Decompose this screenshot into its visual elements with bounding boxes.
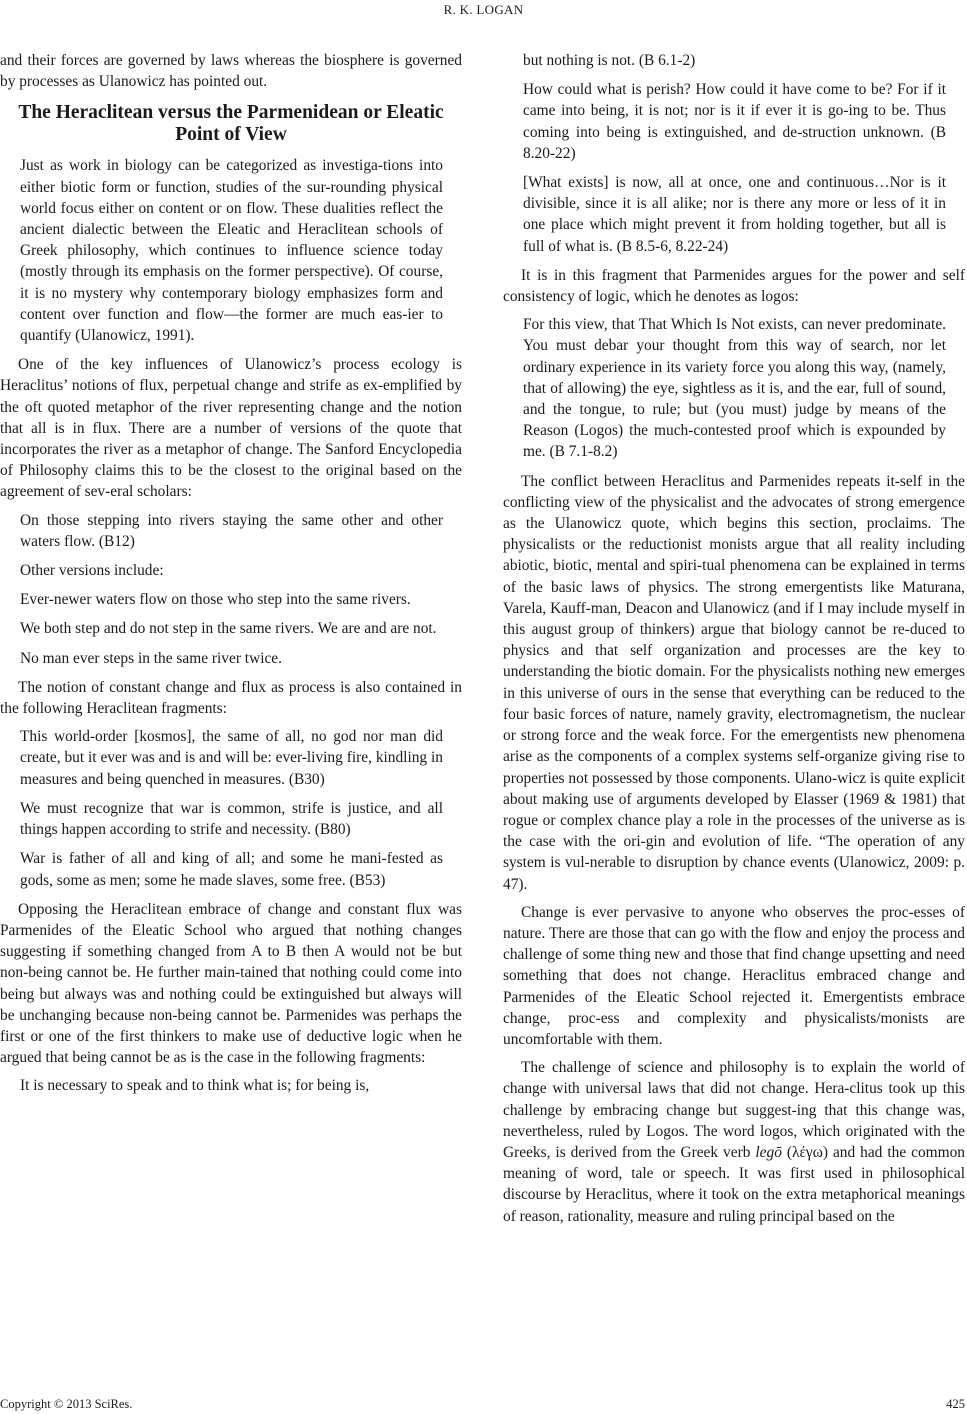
page-number: 425 [946,1397,965,1411]
paragraph: Other versions include: [20,562,164,580]
copyright-footer: Copyright © 2013 SciRes. [0,1397,133,1411]
right-column [503,50,965,1234]
paragraph: It is in this fragment that Parmenides argues for the power and self consistency of logic, which he denotes as logos: [503,266,965,306]
running-head: R. K. LOGAN [443,2,524,17]
block-quote: How could what is perish? How could it have come to be? For if it came into being, it is not; nor is it if ever it is go-ing to be. Thus coming into being is extinguished, and de-struction unknown. (B 8.20-22) [523,81,946,162]
left-column [0,50,462,1105]
paragraph: and their forces are governed by laws whereas the biosphere is governed by processes as Ulanowicz has pointed out. [0,52,462,91]
abstract-quote: Just as work in biology can be categorized as investiga-tions into either biotic form or function, studies of the sur-rounding physical world focus either on content or on flow. These dualities reflect the ancient dialectic between the Eleatic and Heraclitean schools of Greek philosophy, which continues to influence science today (mostly through its emphasis on the former perspective). Of course, it is no mystery why contemporary biology emphasizes form and content over function and flow—the former are much eas-ier to quantify (Ulanowicz, 1991). [20,157,443,345]
block-quote: We must recognize that war is common, strife is justice, and all things happen according to strife and necessity. (B80) [20,799,443,839]
paragraph: The notion of constant change and flux as process is also contained in the following Heraclitean fragments: [0,678,462,718]
paragraph: One of the key influences of Ulanowicz’s process ecology is Heraclitus’ notions of flux, perpetual change and strife as ex-emplified by the oft quoted metaphor of the river representing change and the notion that all is in flux. There are a number of versions of the quote that incorporates the river as a metaphor of change. The Sanford Encyclopedia of Philosophy claims this to be the closest to the original based on the agreement of sev-eral scholars: [0,356,462,501]
block-quote: but nothing is not. (B 6.1-2) [523,52,696,69]
paragraph-text: The challenge of science and philosophy is to explain the world of change with universal laws that did not change. Hera-clitus took up this challenge by embracing change but suggest-ing that this change was, nevertheless, ruled by Logos. The word logos, which originated with the Greeks, is derived from the Greek verb [503,1059,965,1161]
section-title: The Heraclitean versus the Parmenidean or Eleatic Point of View [18,102,444,146]
paragraph: Opposing the Heraclitean embrace of change and constant flux was Parmenides of the Eleatic School who argued that nothing changes suggesting if something changed from A to B then A would not be but non-being cannot be. He further main-tained that nothing could come into being but always was and nothing could be extinguished but always will be unchanging because non-being cannot be. Parmenides was perhaps the first or one of the first thinkers to make use of deductive logic when he argued that being cannot be as is the case in the following fragments: [0,900,462,1067]
paragraph [503,1057,965,1227]
paragraph-text: (λέγω) and had the common meaning of word, tale or speech. It was first used in philosophical discourse by Heraclitus, where it took on the extra metaphorical meanings of reason, rationality, measure and ruling principal based on the [503,1143,966,1225]
block-quote: It is necessary to speak and to think what is; for being is, [20,1077,370,1095]
block-quote: For this view, that That Which Is Not exists, can never predominate. You must debar your thought from this way of search, nor let ordinary experience in its variety force you along this way, (namely, that of allowing) the eye, sightless as it is, and the ear, full of sound, and the tongue, to rule; but (you must) judge by means of the Reason (Logos) the much-contested proof which is expounded by me. (B 7.1-8.2) [523,316,946,461]
paragraph: Change is ever pervasive to anyone who observes the proc-esses of nature. There are those that can go with the flow and enjoy the process and challenge of some thing new and those that find change upsetting and need something that does not change. Heraclitus embraced change and Parmenides of the Eleatic School rejected it. Emergentists embrace change, proc-ess and complexity and physicalists/monists are uncomfortable with them. [503,903,965,1048]
block-quote: On those stepping into rivers staying the same other and other waters flow. (B12) [20,511,443,550]
block-quote: War is father of all and king of all; and some he mani-fested as gods, some as men; some he made slaves, some free. (B53) [20,850,443,889]
italic-term: legō [755,1143,782,1161]
block-quote: We both step and do not step in the same rivers. We are and are not. [20,620,437,638]
block-quote: [What exists] is now, all at once, one and continuous…Nor is it divisible, since it is all alike; nor is there any more or less of it in one place which might prevent it from holding together, but all is full of what is. (B 8.5-6, 8.22-24) [523,174,946,255]
block-quote: No man ever steps in the same river twice. [20,649,282,667]
block-quote: Ever-newer waters flow on those who step into the same rivers. [20,591,411,609]
block-quote: This world-order [kosmos], the same of all, no god nor man did create, but it ever was and is and will be: ever-living fire, kindling in measures and being quenched in measures. (B30) [20,728,443,788]
paragraph: The conflict between Heraclitus and Parmenides repeats it-self in the conflicting view of the physicalist and the advocates of strong emergence as the Ulanowicz quote, which begins this section, proclaims. The physicalists or the reductionist monists argue that all reality including abiotic, biotic, mental and spiri-tual phenomena can be explained in terms of the basic laws of physics. The strong emergentists like Maturana, Varela, Kauff-man, Deacon and Ulanowicz (and if I may include myself in this august group of thinkers) argue that biology cannot be re-duced to physics and that self organization and processes are the key to understanding the biotic domain. For the physicalists nothing new emerges in this universe of ours in the sense that everything can be reduced to the four basic forces of nature, namely gravity, electromagnetism, the nuclear or strong force and the weak force. For the emergentists new phenomena arise as the components of a complex systems self-organize giving rise to properties not possessed by those components. Ulano-wicz is quite explicit about making use of arguments developed by Elasser (1969 & 1981) that rogue or complex chance play a role in the processes of the universe as is the case with the ori-gin and evolution of life. “The operation of any system is vul-nerable to disruption by chance events (Ulanowicz, 2009: p. 47). [503,472,965,893]
